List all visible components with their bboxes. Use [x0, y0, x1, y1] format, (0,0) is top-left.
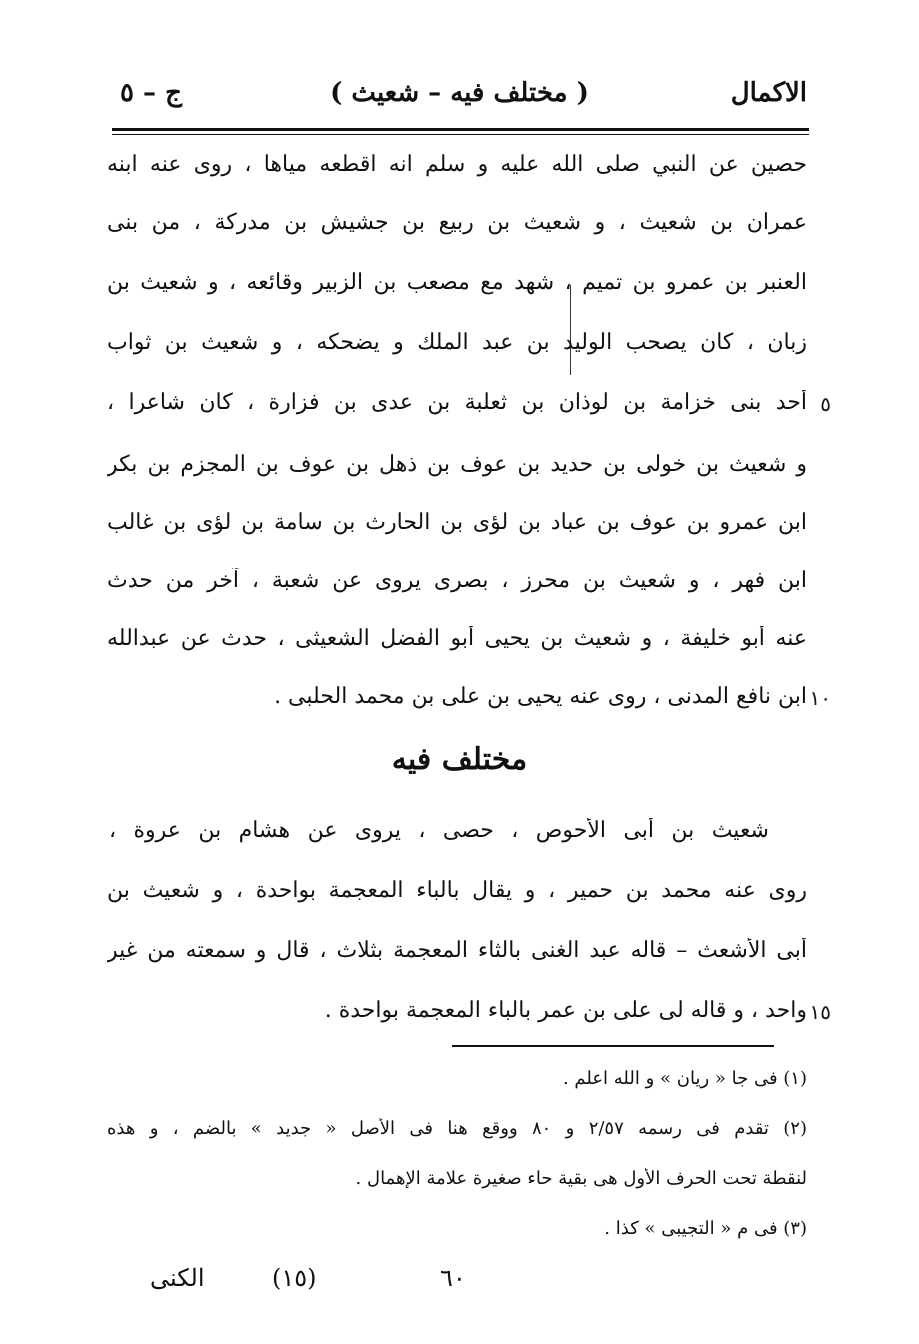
body-line: أحد بنى خزامة بن لوذان بن ثعلبة بن عدى بن فزارة ، كان شاعرا ، [107, 390, 807, 415]
section-heading: مختلف فيه [391, 742, 528, 777]
footnote: (١) فى جا « ريان » و الله اعلم . [562, 1068, 807, 1089]
body-line: العنبر بن عمرو بن تميم ، شهد مع مصعب بن الزبير وقائعه ، و شعيث بن [107, 270, 807, 295]
footnote: (٢) تقدم فى رسمه ٢/٥٧ و ٨٠ ووقع هنا فى الأصل « جديد » بالضم ، و هذه [107, 1118, 807, 1139]
body-line: ابن نافع المدنى ، روى عنه يحيى بن على بن محمد الحلبى . [274, 684, 807, 709]
running-title: الاكمال [730, 78, 807, 108]
footnote-rule [452, 1045, 774, 1047]
section-line: روى عنه محمد بن حمير ، و يقال بالباء المعجمة بواحدة ، و شعيث بن [107, 878, 807, 903]
book-part-label: الكنى [150, 1264, 205, 1292]
section-line: شعيث بن أبى الأحوص ، حصى ، يروى عن هشام بن عروة ، [109, 818, 769, 843]
section-line: واحد ، و قاله لى على بن عمر بالباء المعجمة بواحدة . [324, 998, 807, 1023]
body-line: عنه أبو خليفة ، و شعيث بن يحيى أبو الفضل الشعيثى ، حدث عن عبدالله [107, 626, 807, 651]
header-rule-thin [112, 134, 809, 135]
body-line: عمران بن شعيث ، و شعيث بن ربيع بن جشيش بن مدركة ، من بنى [107, 210, 807, 235]
footnote-continuation: لنقطة تحت الحرف الأول هى بقية حاء صغيرة علامة الإهمال . [355, 1168, 807, 1189]
body-line: زبان ، كان يصحب الوليد بن عبد الملك و يضحكه ، و شعيث بن ثواب [107, 330, 807, 355]
section-line: أبى الأشعث – قاله عبد الغنى بالثاء المعجمة بثلاث ، قال و سمعته من غير [107, 938, 807, 963]
line-number: ٥ [820, 392, 831, 416]
footnote: (٣) فى م « التجيبى » كذا . [604, 1218, 807, 1239]
body-line: حصين عن النبي صلى الله عليه و سلم انه اقطعه مياها ، روى عنه ابنه [107, 152, 807, 177]
body-line: و شعيث بن خولى بن حديد بن عوف بن ذهل بن عوف بن المجزم بن بكر [107, 452, 807, 477]
page-number: ٦٠ [440, 1264, 466, 1292]
body-line: ابن عمرو بن عوف بن عباد بن لؤى بن الحارث بن سامة بن لؤى بن غالب [107, 510, 807, 535]
line-number: ١٠ [809, 686, 831, 710]
header-rule-thick [112, 128, 809, 131]
line-number: ١٥ [809, 1000, 831, 1024]
volume-indicator: ج – ٥ [120, 78, 182, 108]
running-subtitle: ( مختلف فيه – شعيث ) [330, 78, 589, 108]
signature-mark: (١٥) [272, 1264, 317, 1292]
body-line: ابن فهر ، و شعيث بن محرز ، بصرى يروى عن شعبة ، آخر من حدث [107, 568, 807, 593]
